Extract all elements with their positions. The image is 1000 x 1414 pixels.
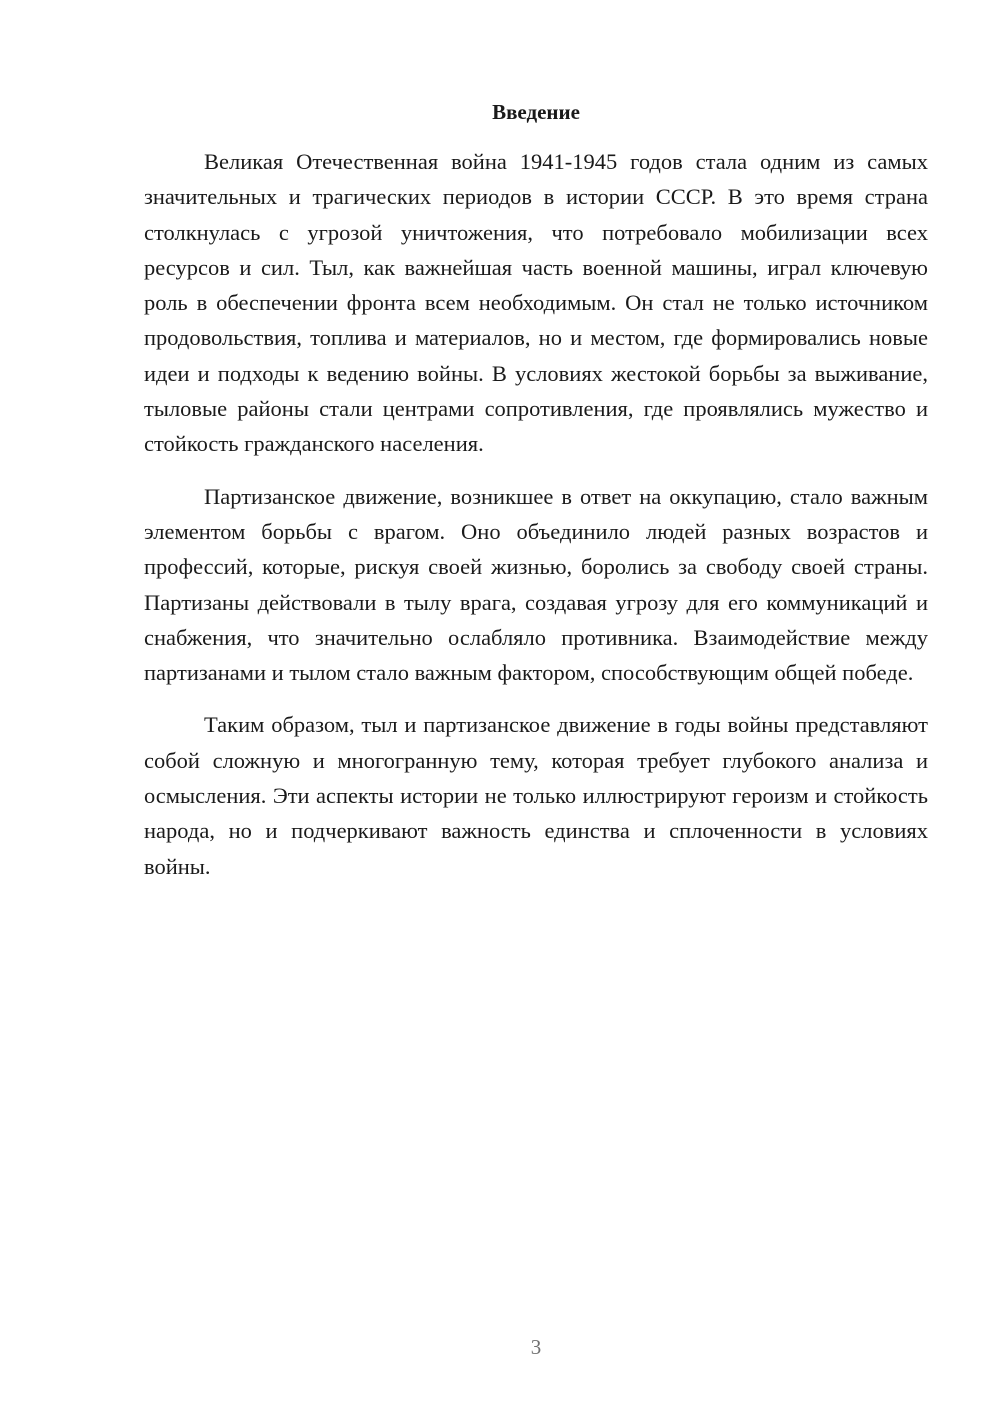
paragraph-3: Таким образом, тыл и партизанское движение в годы войны представляют собой сложную и многогранную тему, которая требует глубокого анализа и осмысления. Эти аспекты истории не только иллюстрируют героизм и стойкость народа, но и подчеркивают важность единства и сплоченности в условиях войны. — [144, 712, 928, 879]
section-title: Введение — [492, 100, 580, 124]
page-number: 3 — [530, 1335, 542, 1359]
paragraph-1: Великая Отечественная война 1941-1945 годов стала одним из самых значительных и трагических периодов в истории СССР. В это время страна столкнулась с угрозой уничтожения, что потребовало мобилизации всех ресурсов и сил. Тыл, как важнейшая часть военной машины, играл ключевую роль в обеспечении фронта всем необходимым. Он стал не только источником продовольствия, топлива и материалов, но и местом, где формировались новые идеи и подходы к ведению войны. В условиях жестокой борьбы за выживание, тыловые районы стали центрами сопротивления, где проявлялись мужество и стойкость гражданского населения. — [144, 149, 928, 457]
paragraph-2: Партизанское движение, возникшее в ответ на оккупацию, стало важным элементом борьбы с врагом. Оно объединило людей разных возрастов и профессий, которые, рискуя своей жизнью, боролись за свободу своей страны. Партизаны действовали в тылу врага, создавая угрозу для его коммуникаций и снабжения, что значительно ослабляло противника. Взаимодействие между партизанами и тылом стало важным фактором, способствующим общей победе. — [144, 483, 928, 686]
body-text — [144, 144, 928, 901]
